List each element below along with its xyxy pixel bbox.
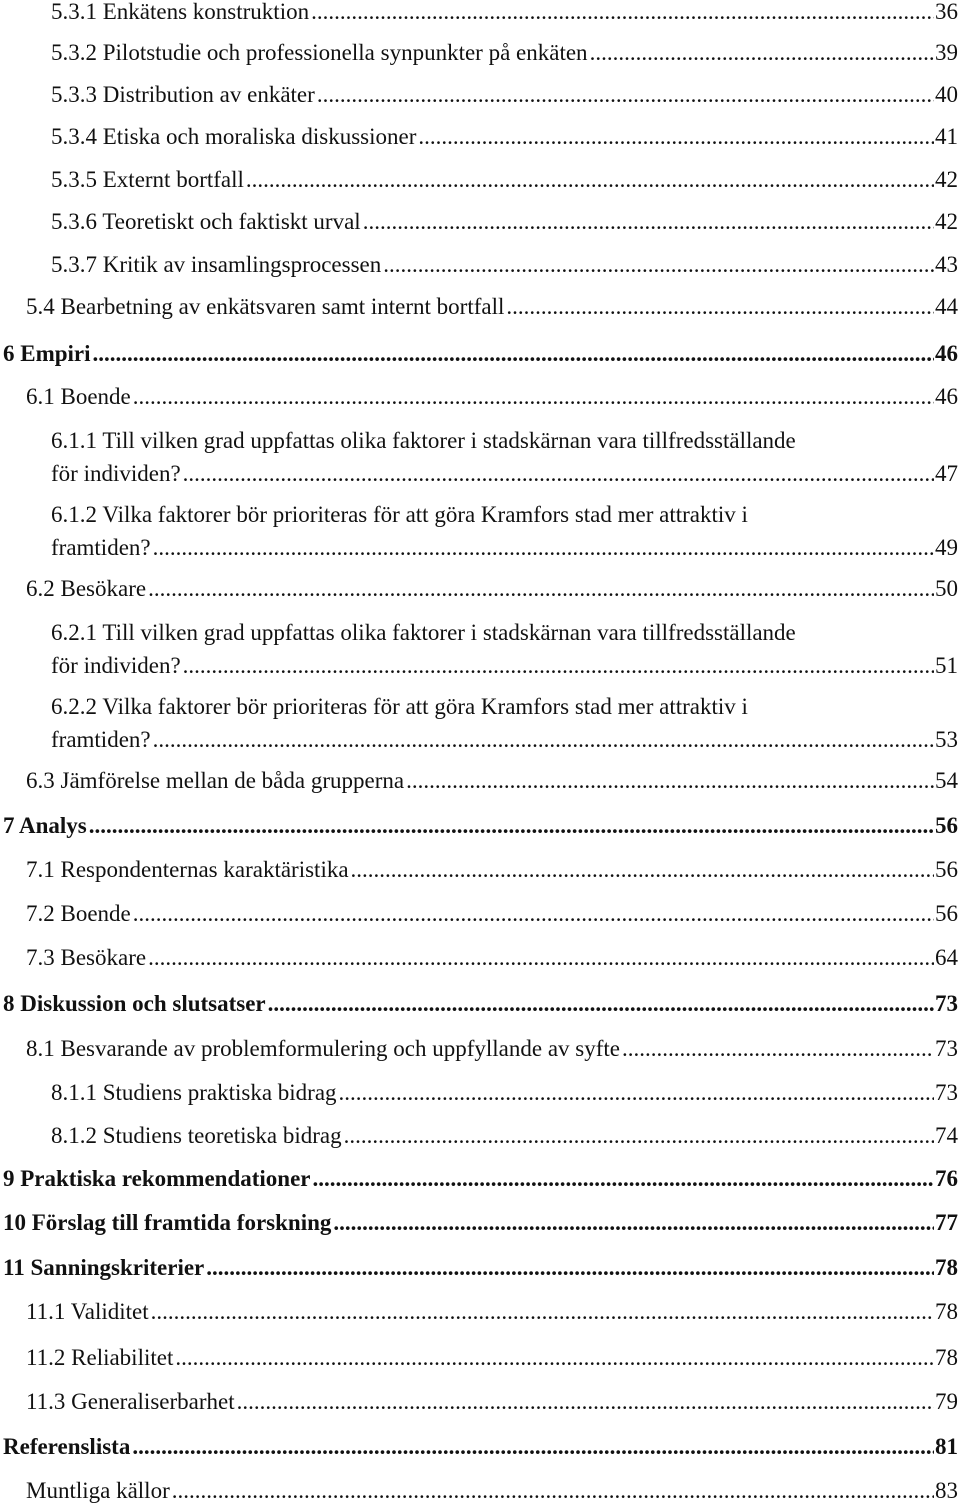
toc-entry-page: 43 bbox=[935, 252, 958, 277]
toc-entry-title: 11.1 Validitet bbox=[26, 1299, 149, 1324]
toc-entry[interactable] bbox=[0, 426, 960, 489]
toc-leader bbox=[383, 250, 934, 280]
toc-leader bbox=[148, 574, 934, 604]
toc-chapter[interactable] bbox=[0, 1208, 960, 1238]
toc-entry[interactable] bbox=[0, 855, 960, 885]
toc-leader bbox=[237, 1387, 934, 1417]
toc-entry-page: 64 bbox=[935, 945, 958, 970]
toc-entry[interactable] bbox=[0, 38, 960, 68]
toc-chapter[interactable] bbox=[0, 989, 960, 1019]
toc-entry[interactable] bbox=[0, 1476, 960, 1506]
toc-entry-title: 7.2 Boende bbox=[26, 901, 131, 926]
toc-entry-page: 46 bbox=[935, 384, 958, 409]
toc-entry-page: 41 bbox=[935, 124, 958, 149]
toc-leader bbox=[418, 122, 934, 152]
toc-entry[interactable] bbox=[0, 766, 960, 796]
toc-leader bbox=[344, 1121, 934, 1151]
toc-entry[interactable] bbox=[0, 207, 960, 237]
toc-entry-title: 7.3 Besökare bbox=[26, 945, 147, 970]
toc-entry-title: 11.3 Generaliserbarhet bbox=[26, 1389, 235, 1414]
toc-entry-page: 73 bbox=[935, 1080, 958, 1105]
toc-entry-title: 11.2 Reliabilitet bbox=[26, 1345, 174, 1370]
toc-leader bbox=[183, 651, 934, 681]
toc-chapter[interactable] bbox=[0, 1253, 960, 1283]
toc-entry[interactable] bbox=[0, 1297, 960, 1327]
toc-entry-page: 83 bbox=[935, 1478, 958, 1503]
toc-entry-title: 5.3.5 Externt bortfall bbox=[51, 167, 244, 192]
toc-entry[interactable] bbox=[0, 0, 960, 27]
toc-leader bbox=[151, 1297, 934, 1327]
toc-entry-page: 56 bbox=[935, 813, 958, 838]
toc-entry-title: 6.1 Boende bbox=[26, 384, 131, 409]
toc-entry-page: 53 bbox=[935, 727, 958, 752]
toc-leader bbox=[175, 1343, 934, 1373]
toc-entry[interactable] bbox=[0, 80, 960, 110]
toc-entry[interactable] bbox=[0, 500, 960, 563]
toc-entry-page: 78 bbox=[935, 1299, 958, 1324]
toc-entry-title-line1: 6.2.1 Till vilken grad uppfattas olika faktorer i stadskärnan vara tillfredsställande bbox=[51, 620, 796, 645]
toc-entry-title: 8.1 Besvarande av problemformulering och uppfyllande av syfte bbox=[26, 1036, 620, 1061]
toc-leader bbox=[268, 989, 934, 1019]
toc-entry-title: Referenslista bbox=[3, 1434, 131, 1459]
toc-leader bbox=[148, 943, 934, 973]
toc-entry-title: 5.3.6 Teoretiskt och faktiskt urval bbox=[51, 209, 361, 234]
toc-entry-title: 6.2 Besökare bbox=[26, 576, 147, 601]
toc-entry-page: 81 bbox=[935, 1434, 958, 1459]
toc-entry-page: 78 bbox=[935, 1345, 958, 1370]
toc-entry-page: 39 bbox=[935, 40, 958, 65]
toc-leader bbox=[153, 533, 934, 563]
toc-entry-page: 77 bbox=[935, 1210, 958, 1235]
toc-leader bbox=[590, 38, 934, 68]
toc-chapter[interactable] bbox=[0, 1432, 960, 1462]
toc-entry-title-line1: 6.1.2 Vilka faktorer bör prioriteras för att göra Kramfors stad mer attraktiv i bbox=[51, 502, 748, 527]
toc-leader bbox=[317, 80, 934, 110]
toc-chapter[interactable] bbox=[0, 339, 960, 369]
toc-entry-title-line2: framtiden? bbox=[51, 727, 151, 752]
toc-entry-title-line1: 6.1.1 Till vilken grad uppfattas olika faktorer i stadskärnan vara tillfredsställande bbox=[51, 428, 796, 453]
toc-entry-page: 56 bbox=[935, 901, 958, 926]
toc-entry-title: 5.3.4 Etiska och moraliska diskussioner bbox=[51, 124, 417, 149]
toc-entry-page: 44 bbox=[935, 294, 958, 319]
toc-entry[interactable] bbox=[0, 1078, 960, 1108]
toc-leader bbox=[339, 1078, 934, 1108]
toc-entry-page: 47 bbox=[935, 461, 958, 486]
toc-entry-page: 51 bbox=[935, 653, 958, 678]
toc-entry-title: 5.3.2 Pilotstudie och professionella synpunkter på enkäten bbox=[51, 40, 588, 65]
toc-entry[interactable] bbox=[0, 899, 960, 929]
toc-entry-page: 74 bbox=[935, 1123, 958, 1148]
toc-entry-title: 7 Analys bbox=[3, 813, 87, 838]
toc-entry-title: 5.4 Bearbetning av enkätsvaren samt internt bortfall bbox=[26, 294, 505, 319]
toc-entry-title: 6.3 Jämförelse mellan de båda grupperna bbox=[26, 768, 405, 793]
toc-entry[interactable] bbox=[0, 1034, 960, 1064]
toc-entry-page: 56 bbox=[935, 857, 958, 882]
toc-entry-page: 50 bbox=[935, 576, 958, 601]
toc-entry-page: 73 bbox=[935, 1036, 958, 1061]
toc-leader bbox=[622, 1034, 934, 1064]
toc-entry-title-line1: 6.2.2 Vilka faktorer bör prioriteras för att göra Kramfors stad mer attraktiv i bbox=[51, 694, 748, 719]
toc-leader bbox=[172, 1476, 934, 1506]
toc-leader bbox=[406, 766, 934, 796]
toc-entry[interactable] bbox=[0, 1343, 960, 1373]
toc-entry-page: 79 bbox=[935, 1389, 958, 1414]
toc-entry-title: 7.1 Respondenternas karaktäristika bbox=[26, 857, 349, 882]
toc-entry[interactable] bbox=[0, 618, 960, 681]
toc-entry[interactable] bbox=[0, 943, 960, 973]
toc-leader bbox=[363, 207, 934, 237]
toc-entry-title-line2: framtiden? bbox=[51, 535, 151, 560]
toc-entry-title: Muntliga källor bbox=[26, 1478, 170, 1503]
toc-entry[interactable] bbox=[0, 292, 960, 322]
toc-leader bbox=[133, 899, 934, 929]
toc-leader bbox=[351, 855, 934, 885]
toc-chapter[interactable] bbox=[0, 811, 960, 841]
toc-entry-page: 40 bbox=[935, 82, 958, 107]
toc-entry[interactable] bbox=[0, 1121, 960, 1151]
toc-leader bbox=[132, 1432, 934, 1462]
toc-entry-title-line2: för individen? bbox=[51, 653, 181, 678]
toc-entry-page: 78 bbox=[935, 1255, 958, 1280]
toc-leader bbox=[506, 292, 934, 322]
toc-entry[interactable] bbox=[0, 1387, 960, 1417]
toc-entry-title: 9 Praktiska rekommendationer bbox=[3, 1166, 311, 1191]
toc-entry-title: 5.3.3 Distribution av enkäter bbox=[51, 82, 315, 107]
toc-entry[interactable] bbox=[0, 122, 960, 152]
toc-entry-title: 8 Diskussion och slutsatser bbox=[3, 991, 266, 1016]
toc-entry[interactable] bbox=[0, 692, 960, 755]
toc-entry[interactable] bbox=[0, 574, 960, 604]
toc-entry-page: 36 bbox=[935, 0, 958, 24]
toc-entry-page: 76 bbox=[935, 1166, 958, 1191]
toc-entry-page: 73 bbox=[935, 991, 958, 1016]
toc-leader bbox=[206, 1253, 934, 1283]
toc-entry-title: 10 Förslag till framtida forskning bbox=[3, 1210, 332, 1235]
toc-leader bbox=[333, 1208, 934, 1238]
toc-entry-title: 6 Empiri bbox=[3, 341, 91, 366]
toc-entry-title: 8.1.1 Studiens praktiska bidrag bbox=[51, 1080, 337, 1105]
toc-entry[interactable] bbox=[0, 165, 960, 195]
toc-entry[interactable] bbox=[0, 250, 960, 280]
toc-entry-page: 42 bbox=[935, 209, 958, 234]
toc-leader bbox=[153, 725, 934, 755]
toc-entry-page: 54 bbox=[935, 768, 958, 793]
toc-leader bbox=[89, 811, 934, 841]
toc-leader bbox=[311, 0, 934, 27]
toc-leader bbox=[313, 1164, 934, 1194]
toc-entry-title: 5.3.1 Enkätens konstruktion bbox=[51, 0, 310, 24]
toc-chapter[interactable] bbox=[0, 1164, 960, 1194]
toc-entry-title-line2: för individen? bbox=[51, 461, 181, 486]
toc-entry-page: 49 bbox=[935, 535, 958, 560]
toc-leader bbox=[133, 382, 934, 412]
toc-leader bbox=[93, 339, 934, 369]
toc-entry-title: 11 Sanningskriterier bbox=[3, 1255, 205, 1280]
toc-entry-page: 42 bbox=[935, 167, 958, 192]
toc-entry-title: 5.3.7 Kritik av insamlingsprocessen bbox=[51, 252, 382, 277]
toc-entry-title: 8.1.2 Studiens teoretiska bidrag bbox=[51, 1123, 342, 1148]
toc-entry[interactable] bbox=[0, 382, 960, 412]
toc-leader bbox=[246, 165, 934, 195]
toc-leader bbox=[183, 459, 934, 489]
toc-entry-page: 46 bbox=[935, 341, 958, 366]
